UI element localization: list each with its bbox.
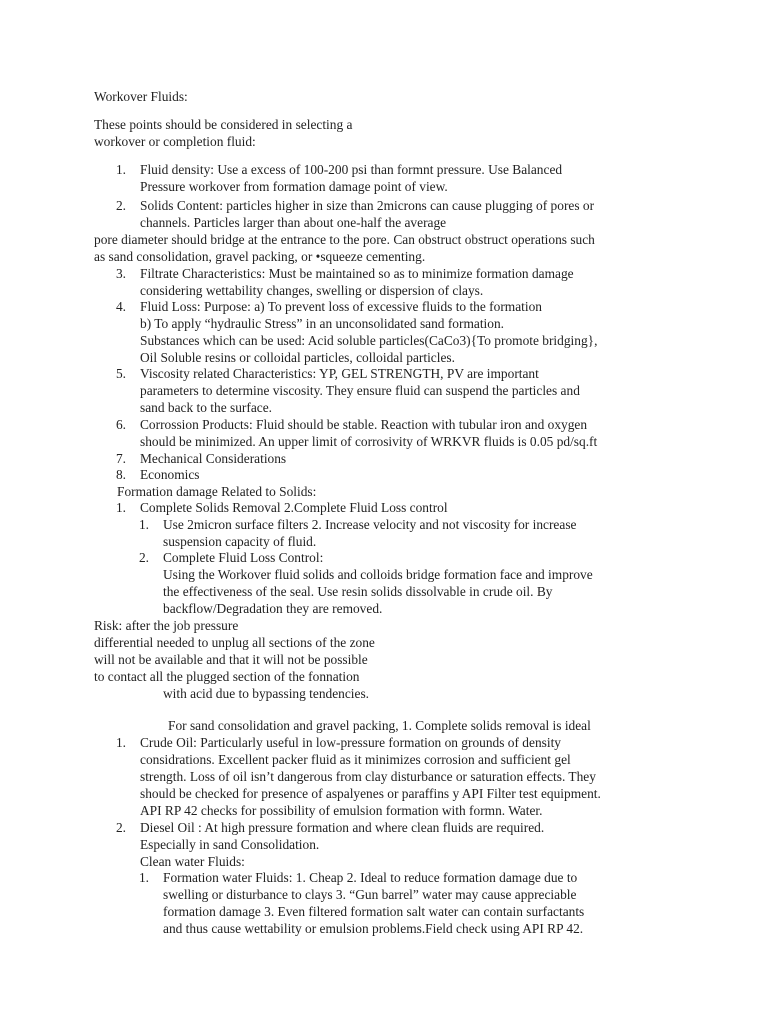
list-number: 2. xyxy=(115,198,126,213)
body-line: channels. Particles larger than about one-half the average xyxy=(140,215,447,230)
list-item-text: Fluid density: Use a excess of 100-200 psi than formnt pressure. Use Balanced xyxy=(140,162,563,177)
document-title: Workover Fluids: xyxy=(94,89,188,104)
list-item-text: Formation water Fluids: 1. Cheap 2. Ideal to reduce formation damage due to xyxy=(163,870,578,885)
body-line: should be checked for presence of aspalyenes or paraffins y API Filter test equipment. xyxy=(140,786,601,801)
intro-line: workover or completion fluid: xyxy=(94,134,256,149)
body-line: backflow/Degradation they are removed. xyxy=(163,601,383,616)
body-line: Oil Soluble resins or colloidal particles, colloidal particles. xyxy=(140,350,455,365)
body-line: Risk: after the job pressure xyxy=(94,618,239,633)
list-item-text: Mechanical Considerations xyxy=(140,451,287,466)
list-item-text: Viscosity related Characteristics: YP, GEL STRENGTH, PV are important xyxy=(140,366,539,381)
list-item-text: Diesel Oil : At high pressure formation and where clean fluids are required. xyxy=(140,820,545,835)
body-line: differential needed to unplug all sections of the zone xyxy=(94,635,375,650)
list-number: 8. xyxy=(115,467,126,482)
list-number: 1. xyxy=(138,870,149,885)
body-line: b) To apply “hydraulic Stress” in an unconsolidated sand formation. xyxy=(140,316,504,331)
body-line: API RP 42 checks for possibility of emulsion formation with formn. Water. xyxy=(140,803,543,818)
list-number: 6. xyxy=(115,417,126,432)
list-item-text: Filtrate Characteristics: Must be maintained so as to minimize formation damage xyxy=(140,266,574,281)
body-line: Clean water Fluids: xyxy=(140,854,245,869)
body-line: Substances which can be used: Acid soluble particles(CaCo3){To promote bridging}, xyxy=(140,333,598,348)
list-item-text: Use 2micron surface filters 2. Increase velocity and not viscosity for increase xyxy=(163,517,577,532)
body-line: and thus cause wettability or emulsion problems.Field check using API RP 42. xyxy=(163,921,584,936)
list-number: 3. xyxy=(115,266,126,281)
list-item-text: Complete Fluid Loss Control: xyxy=(163,550,324,565)
list-item-text: Complete Solids Removal 2.Complete Fluid Loss control xyxy=(140,500,448,515)
list-number: 7. xyxy=(115,451,126,466)
list-number: 2. xyxy=(138,550,149,565)
body-line: Especially in sand Consolidation. xyxy=(140,837,320,852)
body-line: Pressure workover from formation damage point of view. xyxy=(140,179,448,194)
body-line: pore diameter should bridge at the entrance to the pore. Can obstruct obstruct operations such xyxy=(94,232,595,247)
body-line: will not be available and that it will not be possible xyxy=(94,652,368,667)
body-line: the effectiveness of the seal. Use resin solids dissolvable in crude oil. By xyxy=(163,584,553,599)
body-line: For sand consolidation and gravel packing, 1. Complete solids removal is ideal xyxy=(168,718,591,733)
list-item-text: Crude Oil: Particularly useful in low-pressure formation on grounds of density xyxy=(140,735,561,750)
list-number: 2. xyxy=(115,820,126,835)
intro-line: These points should be considered in selecting a xyxy=(94,117,353,132)
list-item-text: Fluid Loss: Purpose: a) To prevent loss of excessive fluids to the formation xyxy=(140,299,542,314)
list-number: 5. xyxy=(115,366,126,381)
list-number: 1. xyxy=(115,735,126,750)
list-number: 1. xyxy=(115,162,126,177)
body-line: parameters to determine viscosity. They ensure fluid can suspend the particles and xyxy=(140,383,580,398)
body-line: should be minimized. An upper limit of corrosivity of WRKVR fluids is 0.05 pd/sq.ft xyxy=(140,434,598,449)
body-line: considrations. Excellent packer fluid as it minimizes corrosion and sufficient gel xyxy=(140,752,571,767)
list-item-text: Economics xyxy=(140,467,200,482)
body-line: to contact all the plugged section of the fonnation xyxy=(94,669,360,684)
list-number: 1. xyxy=(115,500,126,515)
body-line: sand back to the surface. xyxy=(140,400,272,415)
list-item-text: Corrossion Products: Fluid should be stable. Reaction with tubular iron and oxygen xyxy=(140,417,588,432)
list-number: 4. xyxy=(115,299,126,314)
list-item-text: Solids Content: particles higher in size than 2microns can cause plugging of pores or xyxy=(140,198,595,213)
body-line: as sand consolidation, gravel packing, or •squeeze cementing. xyxy=(94,249,426,264)
body-line: considering wettability changes, swelling or dispersion of clays. xyxy=(140,283,484,298)
list-number: 1. xyxy=(138,517,149,532)
body-line: strength. Loss of oil isn’t dangerous from clay disturbance or saturation effects. They xyxy=(140,769,596,784)
body-line: formation damage 3. Even filtered formation salt water can contain surfactants xyxy=(163,904,585,919)
body-line: Formation damage Related to Solids: xyxy=(117,484,317,499)
body-line: swelling or disturbance to clays 3. “Gun barrel” water may cause appreciable xyxy=(163,887,577,902)
body-line: suspension capacity of fluid. xyxy=(163,534,317,549)
body-line: Using the Workover fluid solids and colloids bridge formation face and improve xyxy=(163,567,593,582)
body-line: with acid due to bypassing tendencies. xyxy=(163,686,370,701)
